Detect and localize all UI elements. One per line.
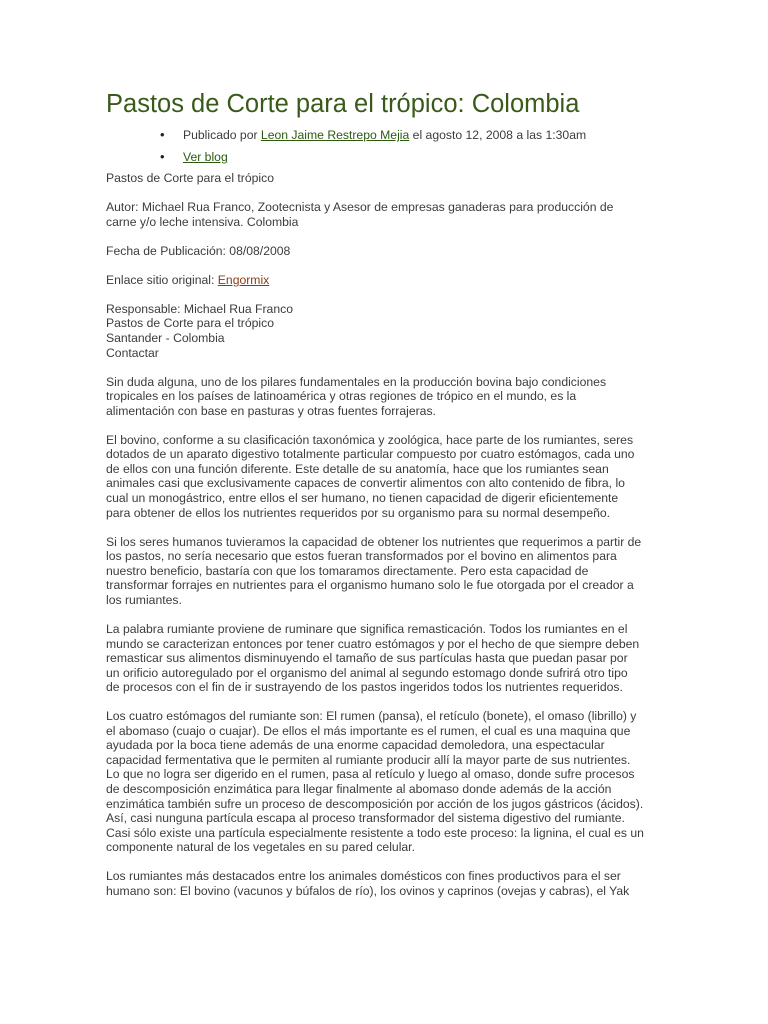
doc-title-text: Pastos de Corte para el trópico bbox=[106, 171, 275, 185]
paragraph-line: los pastos, no sería necesario que estos fueran transformados por el bovino en alimentos para bbox=[106, 549, 617, 564]
contact-text: Contactar bbox=[106, 345, 159, 360]
post-meta-list bbox=[160, 124, 586, 168]
body-paragraph bbox=[106, 433, 666, 520]
author-link[interactable]: Leon Jaime Restrepo Mejia bbox=[260, 128, 410, 142]
published-by-item bbox=[160, 124, 586, 146]
paragraph-line: alimentación con base en pasturas y otras fuentes forrajeras. bbox=[106, 403, 436, 418]
paragraph-line: El bovino, conforme a su clasificación taxonómica y zoológica, hace parte de los rumiantes, seres bbox=[106, 432, 634, 447]
paragraph-line: enzimática también sufre un proceso de descomposición por acción de los jugos gástricos (ácidos). bbox=[106, 796, 644, 811]
paragraph-line: Así, casi nunguna partícula escapa al proceso transformador del sistema digestivo del rumiante. bbox=[106, 811, 625, 826]
paragraph-line: transformar forrajes en nutrientes para el organismo humano solo le fue otorgada por el creador a bbox=[106, 578, 634, 593]
view-blog-link[interactable]: Ver blog bbox=[183, 150, 228, 164]
paragraph-line: de ellos con una función diferente. Este detalle de su anatomía, hace que los rumiantes sean bbox=[106, 461, 609, 476]
paragraph-line: Sin duda alguna, uno de los pilares fundamentales en la producción bovina bajo condiciones bbox=[106, 374, 607, 389]
published-prefix: Publicado por bbox=[183, 128, 261, 142]
view-blog-item bbox=[160, 146, 586, 168]
responsible-block bbox=[106, 302, 666, 360]
paragraph-line: un orificio autoregulado por el organismo del animal al segundo estomago donde sufrirá otro tipo bbox=[106, 665, 628, 680]
paragraph-line: componente natural de los vegetales en su pared celular. bbox=[106, 840, 415, 855]
paragraph-line: dotados de un aparato digestivo totalmente particular compuesto por cuatro estómagos, cada uno bbox=[106, 447, 635, 462]
paragraph-line: para obtener de ellos los nutrientes requeridos por su organismo para su normal desempeño. bbox=[106, 505, 611, 520]
paragraph-line: capacidad fermentativa que le permiten al rumiante producir allí la mayor parte de sus nutrientes. bbox=[106, 752, 631, 767]
paragraph-line: cual un monogástrico, entre ellos el ser humano, no tienen capacidad de digerir eficientemente bbox=[106, 491, 619, 506]
publication-date-text: Fecha de Publicación: 08/08/2008 bbox=[106, 243, 291, 258]
article-paragraphs bbox=[106, 375, 666, 899]
responsible-line: Santander - Colombia bbox=[106, 331, 225, 346]
original-link-prefix: Enlace sitio original: bbox=[106, 272, 218, 287]
engormix-link[interactable]: Engormix bbox=[217, 272, 270, 287]
author-paragraph bbox=[106, 200, 666, 229]
responsible-line: Responsable: Michael Rua Franco bbox=[106, 301, 293, 316]
paragraph-line: Casi sólo existe una partícula especialmente resistente a todo este proceso: la lignina, el cual es un bbox=[106, 825, 644, 840]
author-line: Autor: Michael Rua Franco, Zootecnista y Asesor de empresas ganaderas para producción de bbox=[106, 200, 614, 215]
paragraph-line: tropicales en los países de latinoamérica y otras regiones de trópico en el mundo, es la bbox=[106, 389, 577, 404]
paragraph-line: La palabra rumiante proviene de ruminare que significa remasticación. Todos los rumiantes en el bbox=[106, 621, 628, 636]
body-paragraph bbox=[106, 709, 666, 854]
body-paragraph bbox=[106, 869, 666, 898]
paragraph-line: los rumiantes. bbox=[106, 592, 182, 607]
publication-date bbox=[106, 244, 666, 259]
paragraph-line: nuestro beneficio, bastaría con que los tomaramos directamente. Pero esta capacidad de bbox=[106, 563, 589, 578]
paragraph-line: de procesos con el fin de ir sustrayendo de los pastos ingeridos todos los nutrientes requeridos. bbox=[106, 680, 623, 695]
doc-title bbox=[106, 171, 666, 186]
paragraph-line: ayudada por la boca tiene además de una enorme capacidad demoledora, una espectacular bbox=[106, 738, 605, 753]
paragraph-line: remasticar sus alimentos disminuyendo el tamaño de sus partículas hasta que puedan pasar por bbox=[106, 651, 628, 666]
paragraph-line: humano son: El bovino (vacunos y búfalos de río), los ovinos y caprinos (ovejas y cabras), el Yak bbox=[106, 883, 630, 898]
paragraph-line: Si los seres humanos tuvieramos la capacidad de obtener los nutrientes que requerimos a partir de bbox=[106, 534, 642, 549]
paragraph-line: Los cuatro estómagos del rumiante son: El rumen (pansa), el retículo (bonete), el omaso (librillo) y bbox=[106, 709, 637, 724]
paragraph-line: Los rumiantes más destacados entre los animales domésticos con fines productivos para el ser bbox=[106, 869, 621, 884]
paragraph-line: animales casi que exclusivamente capaces de convertir alimentos con alto contenido de fibra, lo bbox=[106, 476, 625, 491]
body-paragraph bbox=[106, 535, 666, 608]
paragraph-line: el abomaso (cuajo o cuajar). De ellos el más importante es el rumen, el cual es una maquina que bbox=[106, 723, 631, 738]
page-title: Pastos de Corte para el trópico: Colombia bbox=[106, 90, 580, 118]
author-line: carne y/o leche intensiva. Colombia bbox=[106, 214, 299, 229]
article-body bbox=[106, 171, 666, 913]
paragraph-line: Lo que no logra ser digerido en el rumen, pasa al retículo y luego al omaso, donde sufre procesos bbox=[106, 767, 635, 782]
body-paragraph bbox=[106, 375, 666, 419]
original-link-paragraph bbox=[106, 273, 666, 288]
published-suffix: el agosto 12, 2008 a las 1:30am bbox=[409, 128, 587, 142]
responsible-line: Pastos de Corte para el trópico bbox=[106, 316, 275, 331]
body-paragraph bbox=[106, 622, 666, 695]
paragraph-line: mundo se caracterizan entonces por tener cuatro estómagos y por el hecho de que siempre deben bbox=[106, 636, 640, 651]
paragraph-line: de descomposición enzimática para llegar finalmente al abomaso donde además de la acción bbox=[106, 781, 612, 796]
